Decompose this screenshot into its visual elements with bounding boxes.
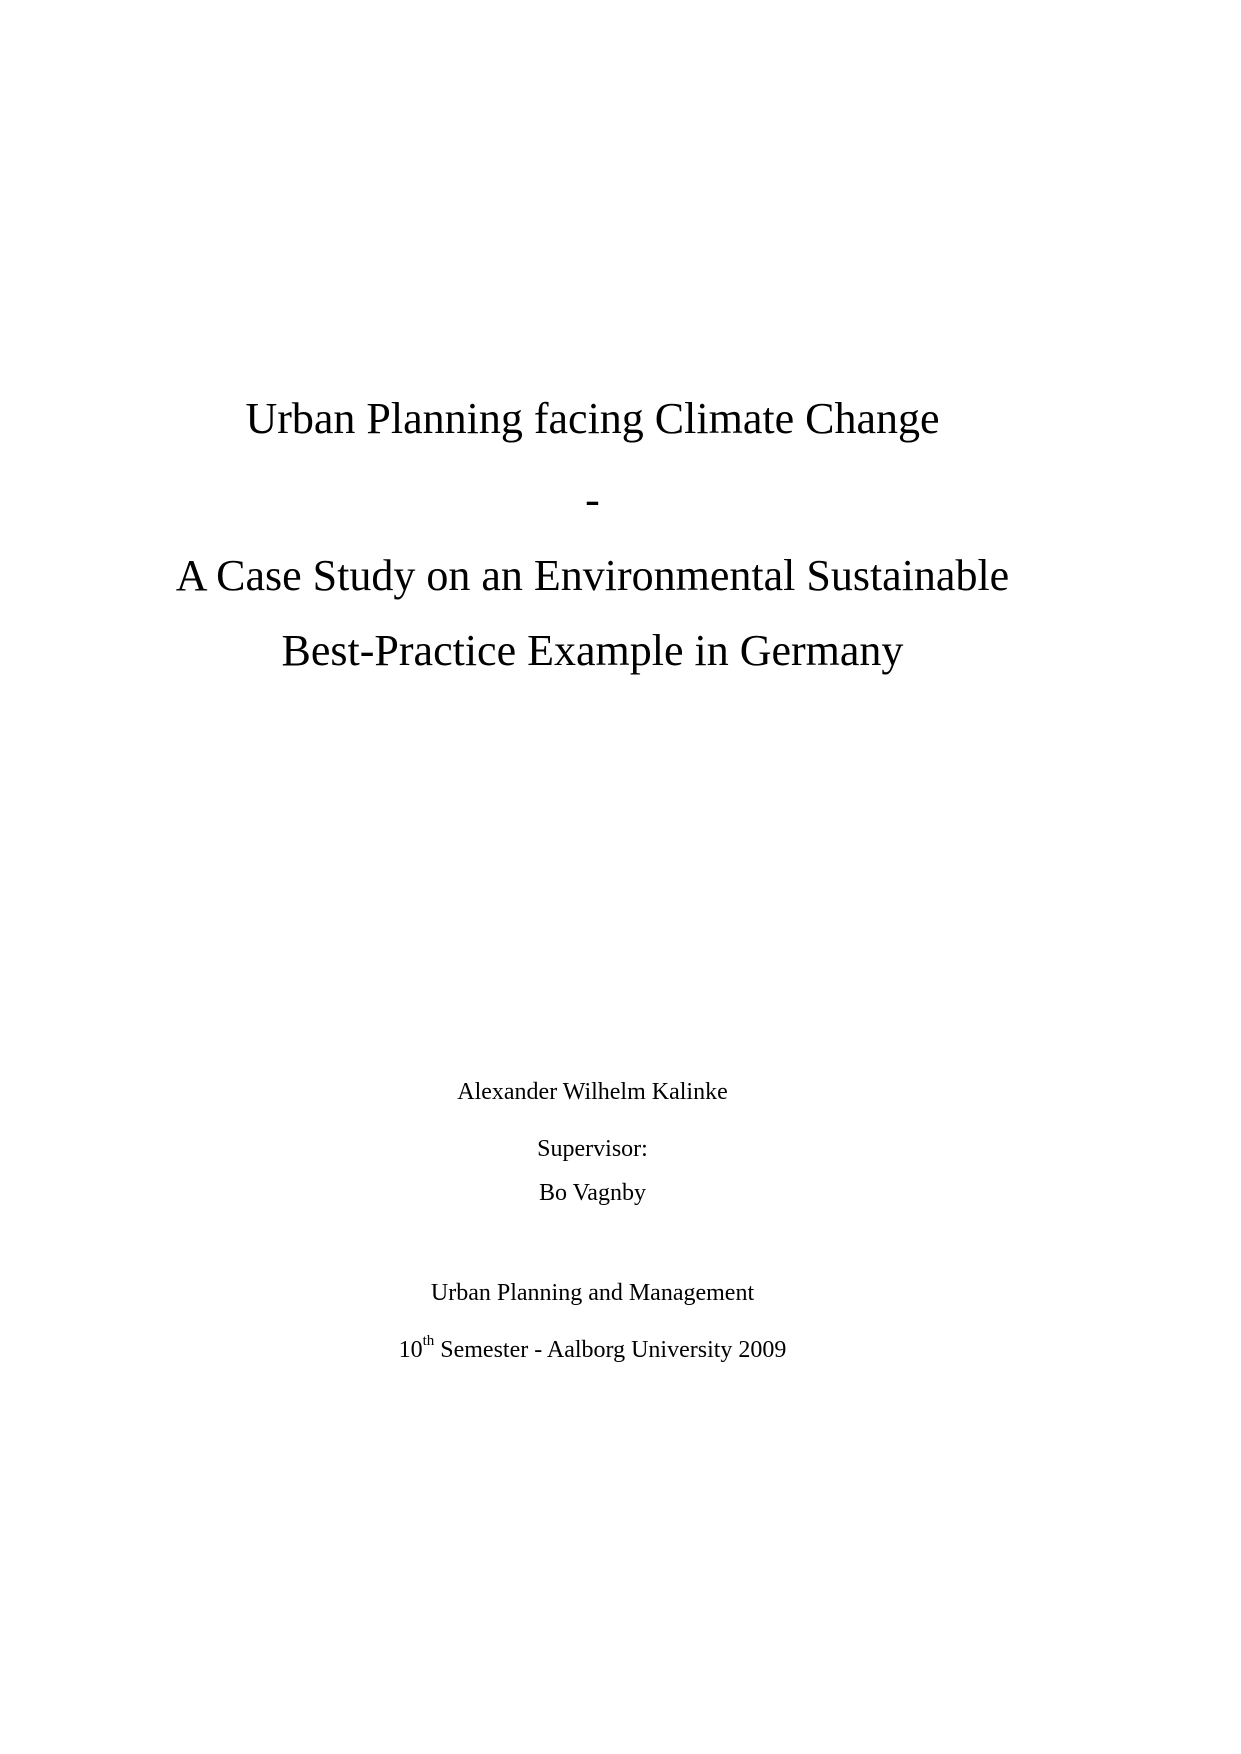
semester-ordinal-suffix: th xyxy=(422,1333,435,1349)
semester-line xyxy=(0,1335,1185,1365)
supervisor-name: Bo Vagnby xyxy=(539,1180,646,1206)
title-line-1: Urban Planning facing Climate Change xyxy=(245,394,940,443)
title-line-3: Best-Practice Example in Germany xyxy=(281,626,904,675)
title-separator: - xyxy=(585,475,600,524)
author-name: Alexander Wilhelm Kalinke xyxy=(457,1079,728,1105)
supervisor-label: Supervisor: xyxy=(537,1136,648,1162)
study-program: Urban Planning and Management xyxy=(430,1280,755,1306)
title-line-2: A Case Study on an Environmental Sustainable xyxy=(175,551,1010,600)
semester-university-year: Semester - Aalborg University 2009 xyxy=(434,1337,787,1363)
semester-number: 10 xyxy=(398,1337,423,1363)
